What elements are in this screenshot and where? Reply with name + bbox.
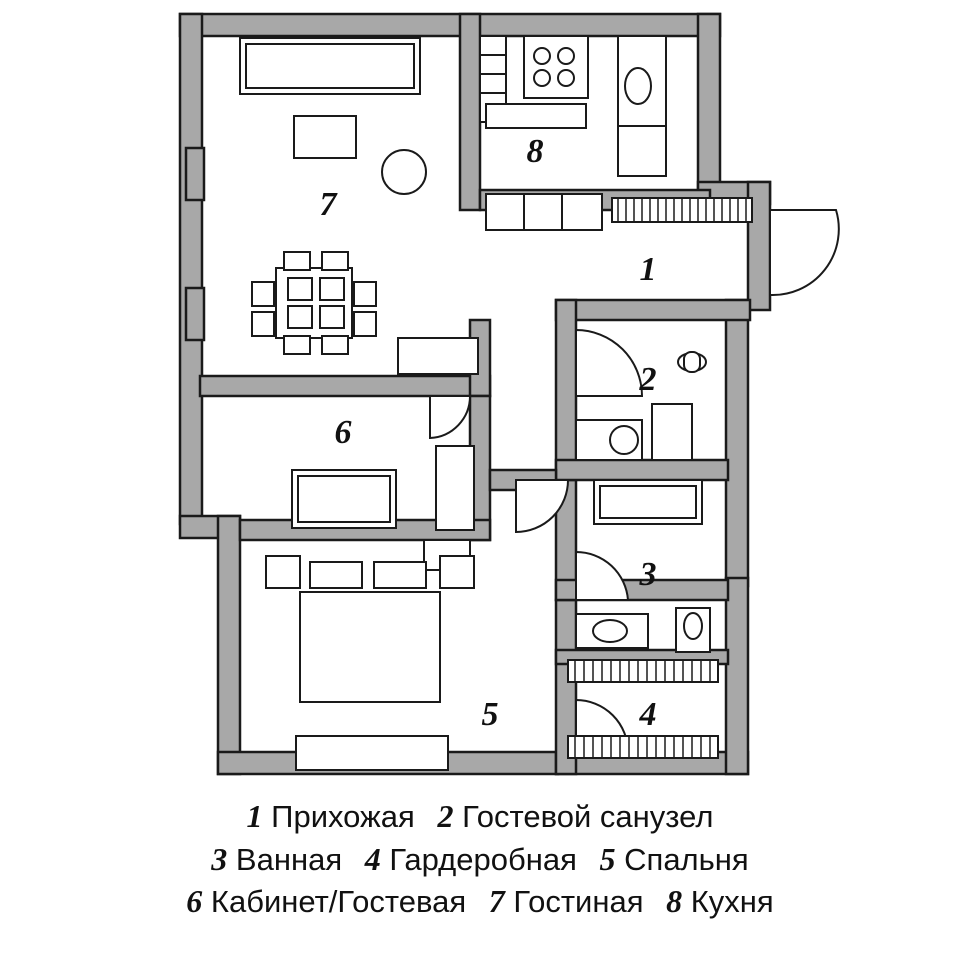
legend-label-3: Ванная [235, 841, 343, 877]
legend-item-3 [211, 838, 342, 881]
legend-key-5: 5 [599, 840, 616, 877]
legend-line-3 [0, 880, 960, 923]
legend-label-7: Гостиная [513, 884, 644, 920]
legend-label-5: Спальня [624, 841, 749, 877]
legend-line-1 [0, 795, 960, 838]
legend-item-5 [600, 838, 749, 881]
legend-item-1 [247, 795, 415, 838]
legend [0, 795, 960, 923]
room-number-8: 8 [526, 133, 544, 170]
room-number-7: 7 [319, 186, 337, 223]
legend-label-1: Прихожая [271, 799, 415, 834]
legend-key-4: 4 [364, 840, 381, 877]
legend-key-7: 7 [488, 883, 505, 920]
legend-label-8: Кухня [690, 884, 774, 920]
legend-key-3: 3 [211, 840, 228, 877]
legend-item-7 [489, 880, 644, 923]
legend-label-4: Гардеробная [389, 841, 577, 877]
room-number-6: 6 [334, 414, 352, 451]
legend-line-2 [0, 838, 960, 881]
legend-key-6: 6 [186, 883, 203, 920]
room-number-1: 1 [639, 251, 657, 288]
legend-label-2: Гостевой санузел [462, 799, 714, 834]
legend-key-8: 8 [666, 883, 683, 920]
legend-label-6: Кабинет/Гостевая [210, 884, 467, 920]
legend-item-2 [437, 795, 713, 838]
room-number-3: 3 [639, 556, 657, 593]
room-number-2: 2 [639, 361, 657, 398]
legend-item-6 [186, 880, 466, 923]
legend-item-4 [365, 838, 577, 881]
legend-key-1: 1 [246, 798, 263, 834]
legend-item-8 [666, 880, 774, 923]
furniture [240, 36, 752, 770]
room-number-4: 4 [639, 696, 657, 733]
room-number-5: 5 [481, 696, 499, 733]
legend-key-2: 2 [437, 798, 454, 834]
